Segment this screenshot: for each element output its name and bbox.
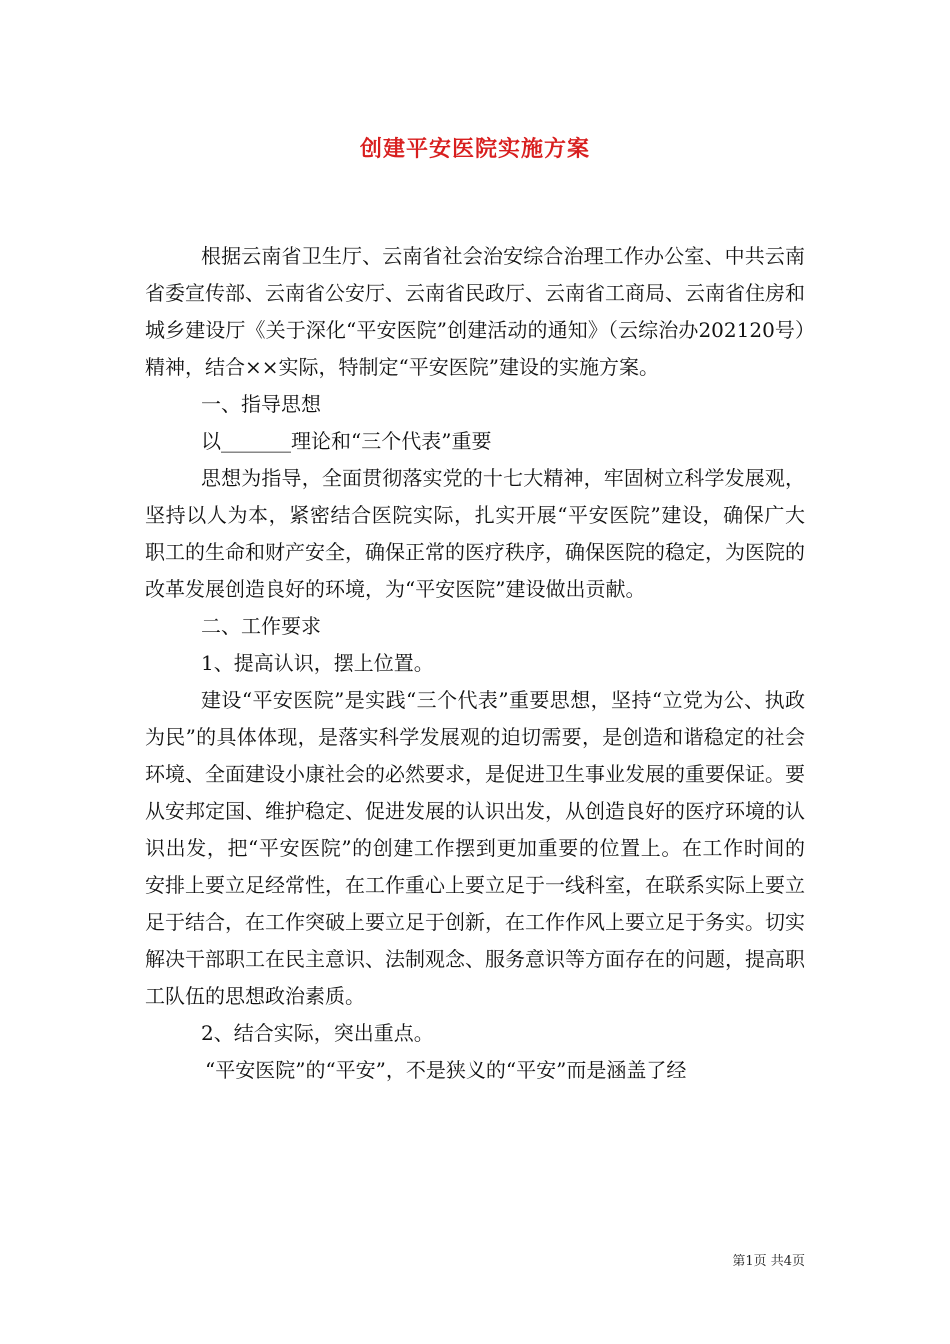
paragraph-intro: 根据云南省卫生厅、云南省社会治安综合治理工作办公室、中共云南省委宣传部、云南省公安厅、云南省民政厅、云南省工商局、云南省住房和城乡建设厅《关于深化“平安医院”创建活动的通知》（云综治办202120号）精神，结合××实际，特制定“平安医院”建设的实施方案。 bbox=[145, 244, 805, 379]
subheading-focus-priorities: 2、结合实际，突出重点。 bbox=[201, 1021, 434, 1045]
paragraph-guiding-ideology: 思想为指导，全面贯彻落实党的十七大精神，牢固树立科学发展观，坚持以人为本，紧密结合医院实际，扎实开展“平安医院”建设，确保广大职工的生命和财产安全，确保正常的医疗秩序，确保医院的稳定，为医院的改革发展创造良好的环境，为“平安医院”建设做出贡献。 bbox=[145, 466, 805, 601]
section-heading-work-requirements: 二、工作要求 bbox=[201, 614, 321, 638]
paragraph-safe-hospital-meaning: “平安医院”的“平安”，不是狭义的“平安”而是涵盖了经 bbox=[205, 1058, 687, 1082]
paragraph-theory-line: 以_______理论和“三个代表”重要 bbox=[201, 429, 492, 453]
paragraph-raise-awareness: 建设“平安医院”是实践“三个代表”重要思想，坚持“立党为公、执政为民”的具体体现，是落实科学发展观的迫切需要，是创造和谐稳定的社会环境、全面建设小康社会的必然要求，是促进卫生事业发展的重要保证。要从安邦定国、维护稳定、促进发展的认识出发，从创造良好的医疗环境的认识出发，把“平安医院”的创建工作摆到更加重要的位置上。在工作时间的安排上要立足经常性，在工作重心上要立足于一线科室，在联系实际上要立足于结合，在工作突破上要立足于创新，在工作作风上要立足于务实。切实解决干部职工在民主意识、法制观念、服务意识等方面存在的问题，提高职工队伍的思想政治素质。 bbox=[145, 688, 805, 1008]
page-footer: 第1页 共4页 bbox=[732, 1254, 805, 1269]
document-body bbox=[145, 238, 805, 1089]
section-heading-guiding-ideology: 一、指导思想 bbox=[201, 392, 321, 416]
subheading-raise-awareness: 1、提高认识，摆上位置。 bbox=[201, 651, 434, 675]
document-title: 创建平安医院实施方案 bbox=[359, 136, 590, 162]
